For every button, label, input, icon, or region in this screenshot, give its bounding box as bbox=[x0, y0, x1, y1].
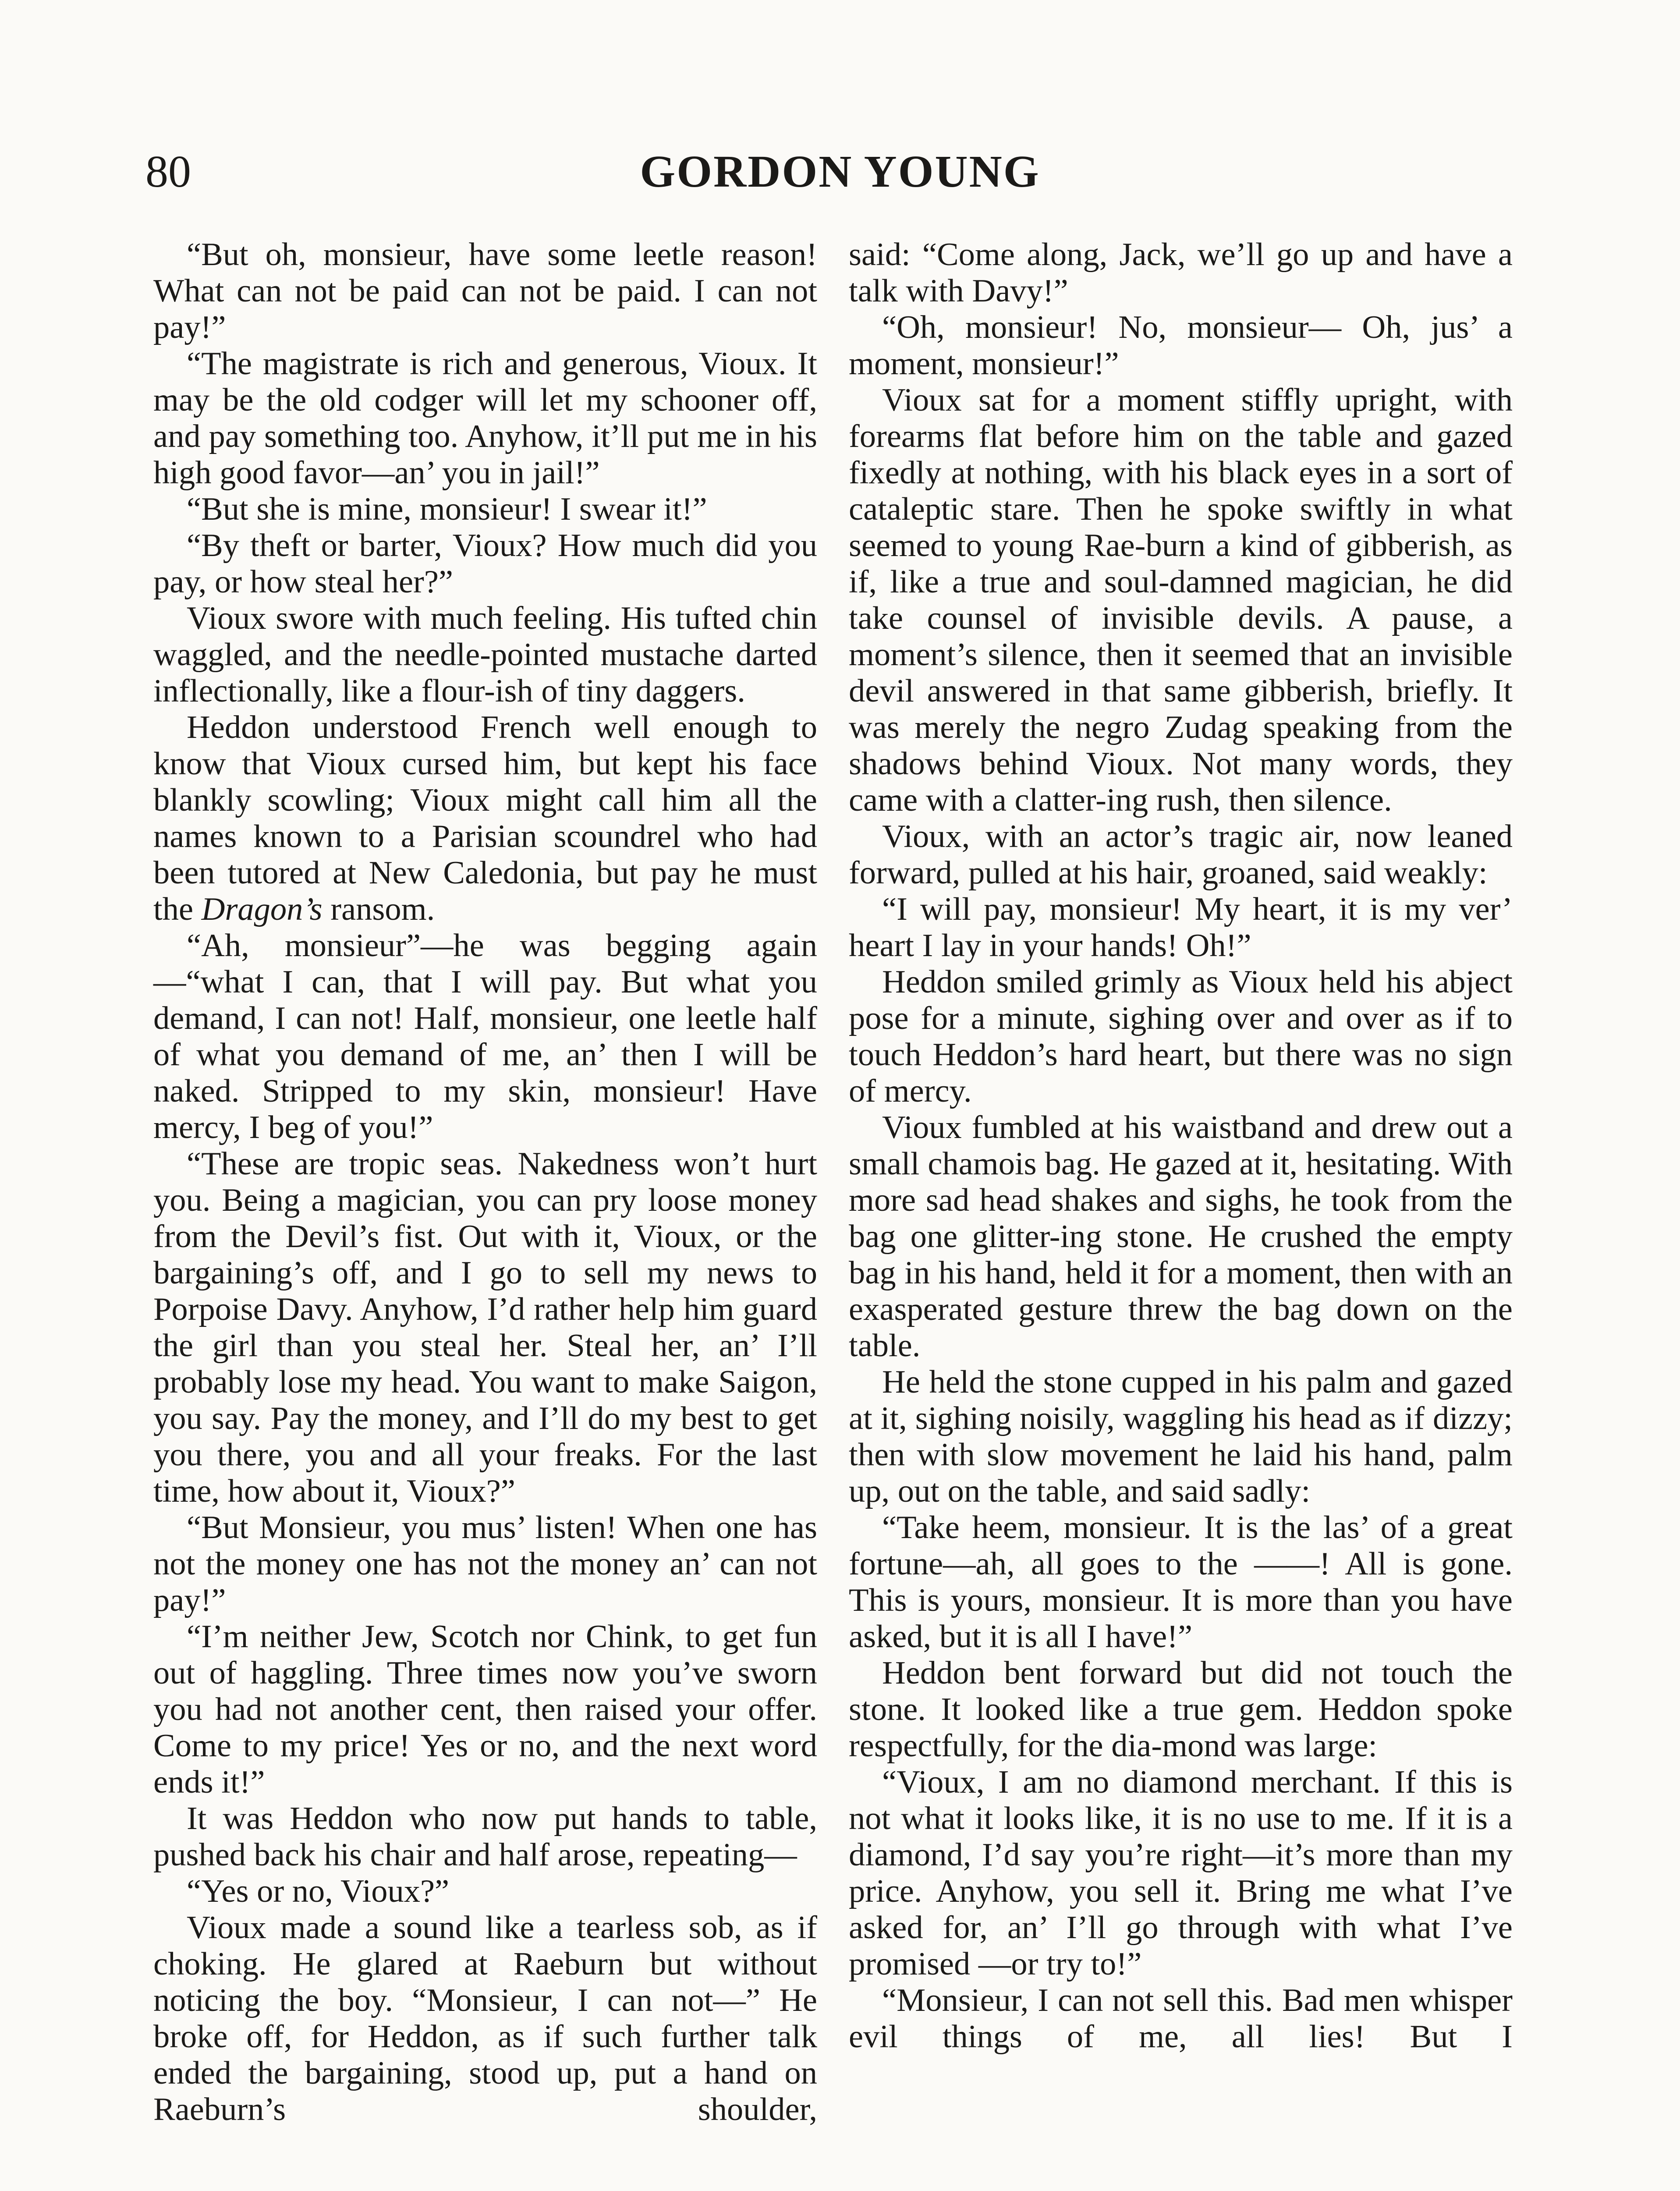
paragraph: “I will pay, monsieur! My heart, it is my ver’ heart I lay in your hands! Oh!” bbox=[849, 891, 1513, 964]
page-number: 80 bbox=[145, 146, 191, 197]
paragraph: “Take heem, monsieur. It is the las’ of a great fortune—ah, all goes to the ——! All is gone. This is yours, monsieur. It is more than you have asked, but it is all I have!” bbox=[849, 1510, 1513, 1655]
paragraph: Heddon smiled grimly as Vioux held his abject pose for a minute, sighing over and over as if to touch Heddon’s hard heart, but there was no sign of mercy. bbox=[849, 964, 1513, 1109]
paragraph: He held the stone cupped in his palm and gazed at it, sighing noisily, waggling his head as if dizzy; then with slow movement he laid his hand, palm up, out on the table, and said sadly: bbox=[849, 1364, 1513, 1509]
paragraph: “These are tropic seas. Nakedness won’t hurt you. Being a magician, you can pry loose money from the Devil’s fist. Out with it, Vioux, or the bargaining’s off, and I go to sell my news to Porpoise Davy. Anyhow, I’d rather help him guard the girl than you steal her. Steal her, an’ I’ll probably lose my head. You want to make Saigon, you say. Pay the money, and I’ll do my best to get you there, you and all your freaks. For the last time, how about it, Vioux?” bbox=[153, 1146, 817, 1509]
paragraph: “But she is mine, monsieur! I swear it!” bbox=[187, 491, 707, 527]
paragraph: Vioux made a sound like a tearless sob, as if choking. He glared at Raeburn but without noticing the boy. “Monsieur, I can not—” He broke off, for Heddon, as if such further talk ended the bargaining, stood up, put a hand on Raeburn’s shoulder, bbox=[153, 1910, 817, 2127]
paragraph: “I’m neither Jew, Scotch nor Chink, to get fun out of haggling. Three times now you’ve sworn you had not another cent, then raised your offer. Come to my price! Yes or no, and the next word ends it!” bbox=[153, 1619, 817, 1800]
paragraph: “The magistrate is rich and generous, Vioux. It may be the old codger will let my schooner off, and pay something too. Anyhow, it’ll put me in his high good favor—an’ you in jail!” bbox=[153, 346, 817, 491]
running-title: GORDON YOUNG bbox=[640, 146, 1040, 197]
text-column-right bbox=[849, 237, 1513, 2055]
paragraph: “Vioux, I am no diamond merchant. If this is not what it looks like, it is no use to me. If it is a diamond, I’d say you’re right—it’s more than my price. Anyhow, you sell it. Bring me what I’ve asked for, an’ I’ll go through with what I’ve promised —or try to!” bbox=[849, 1764, 1513, 1982]
paragraph: Heddon understood French well enough to know that Vioux cursed him, but kept his face blankly scowling; Vioux might call him all the names known to a Parisian scoundrel who had been tutored at New Caledonia, but pay he must the Dragon’s ransom. bbox=[153, 709, 817, 927]
text-column-left bbox=[153, 237, 817, 2128]
paragraph: Vioux swore with much feeling. His tufted chin waggled, and the needle-pointed mustache darted inflectionally, like a flour-ish of tiny daggers. bbox=[153, 600, 817, 709]
paragraph: “Monsieur, I can not sell this. Bad men whisper evil things of me, all lies! But I bbox=[849, 1982, 1513, 2055]
paragraph: “By theft or barter, Vioux? How much did you pay, or how steal her?” bbox=[153, 528, 817, 600]
paragraph: “But oh, monsieur, have some leetle reason! What can not be paid can not be paid. I can not pay!” bbox=[153, 237, 817, 345]
paragraph: said: “Come along, Jack, we’ll go up and have a talk with Davy!” bbox=[849, 237, 1513, 309]
paragraph: “But Monsieur, you mus’ listen! When one has not the money one has not the money an’ can not pay!” bbox=[153, 1510, 817, 1618]
paragraph: Vioux sat for a moment stiffly upright, with forearms flat before him on the table and gazed fixedly at nothing, with his black eyes in a sort of cataleptic stare. Then he spoke swiftly in what seemed to young Rae-burn a kind of gibberish, as if, like a true and soul-damned magician, he did take counsel of invisible devils. A pause, a moment’s silence, then it seemed that an invisible devil answered in that same gibberish, briefly. It was merely the negro Zudag speaking from the shadows behind Vioux. Not many words, they came with a clatter-ing rush, then silence. bbox=[849, 382, 1513, 818]
page-header bbox=[145, 141, 1535, 202]
paragraph: It was Heddon who now put hands to table, pushed back his chair and half arose, repeating— bbox=[153, 1801, 817, 1873]
paragraph: Vioux, with an actor’s tragic air, now leaned forward, pulled at his hair, groaned, said weakly: bbox=[849, 819, 1513, 891]
paragraph: “Yes or no, Vioux?” bbox=[187, 1873, 450, 1909]
paragraph: Vioux fumbled at his waistband and drew out a small chamois bag. He gazed at it, hesitating. With more sad head shakes and sighs, he took from the bag one glitter-ing stone. He crushed the empty bag in his hand, held it for a moment, then with an exasperated gesture threw the bag down on the table. bbox=[849, 1110, 1513, 1364]
paragraph: “Oh, monsieur! No, monsieur— Oh, jus’ a moment, monsieur!” bbox=[849, 309, 1513, 382]
paragraph: Heddon bent forward but did not touch the stone. It looked like a true gem. Heddon spoke respectfully, for the dia-mond was large: bbox=[849, 1655, 1513, 1764]
paragraph: “Ah, monsieur”—he was begging again—“what I can, that I will pay. But what you demand, I can not! Half, monsieur, one leetle half of what you demand of me, an’ then I will be naked. Stripped to my skin, monsieur! Have mercy, I beg of you!” bbox=[153, 928, 817, 1145]
